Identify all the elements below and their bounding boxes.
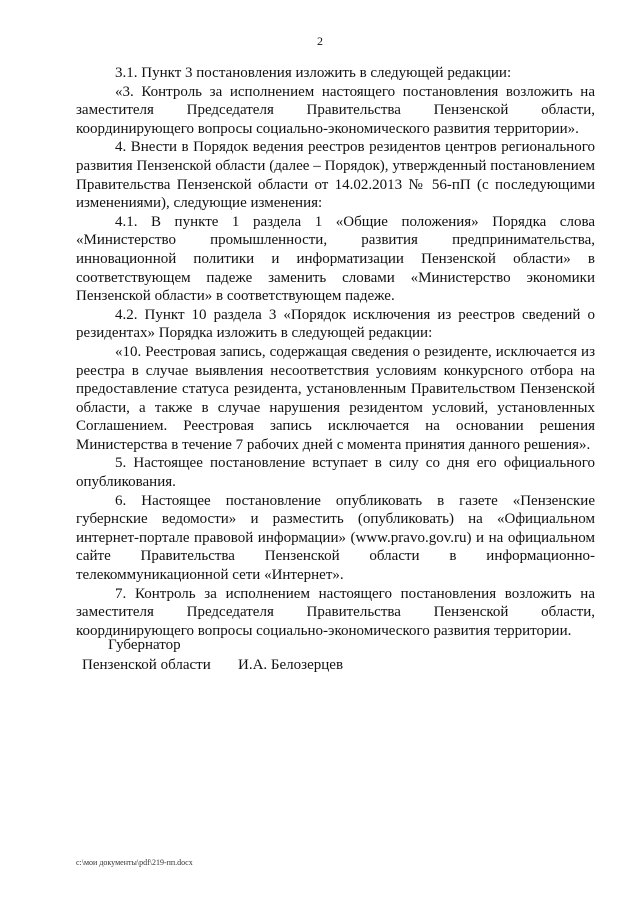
paragraph-4: 4. Внести в Порядок ведения реестров резидентов центров регионального развития Пензенской области (далее – Порядок), утвержденный постановлением Правительства Пензенской области от 14.02.2013 № 56-пП (с последующими изменениями), следующие изменения: bbox=[76, 139, 595, 212]
paragraph-5: 5. Настоящее постановление вступает в силу со дня его официального опубликования. bbox=[76, 455, 595, 491]
page-number: 2 bbox=[317, 34, 323, 48]
signatory-region: Пензенской области bbox=[82, 657, 211, 673]
paragraph-4-2-text: «10. Реестровая запись, содержащая сведения о резиденте, исключается из реестра в случае выявления несоответствия условиям конкурсного отбора на предоставление статуса резидента, установленным Правительством Пензенской области, а также в случае нарушения резидентом условий, установленных Соглашением. Реестровая запись исключается на основании решения Министерства в течение 7 рабочих дней с момента принятия данного решения». bbox=[76, 343, 595, 453]
document-body bbox=[76, 64, 595, 640]
paragraph-7: 7. Контроль за исполнением настоящего постановления возложить на заместителя Председателя Правительства Пензенской области, координирующего вопросы социально-экономического развития территории. bbox=[76, 585, 595, 639]
signatory-title: Губернатор bbox=[108, 637, 181, 653]
file-path-footer: c:\мои документы\pdf\219-пп.docx bbox=[76, 858, 193, 867]
paragraph-4-1: 4.1. В пункте 1 раздела 1 «Общие положения» Порядка слова «Министерство промышленности, развития предпринимательства, инновационной политики и информатизации Пензенской области» в соответствующем падеже заменить словами «Министерство экономики Пензенской области» в соответствующем падеже. bbox=[76, 213, 595, 305]
signatory-name: И.А. Белозерцев bbox=[238, 657, 344, 673]
paragraph-4-2: 4.2. Пункт 10 раздела 3 «Порядок исключения из реестров сведений о резидентах» Порядка изложить в следующей редакции: bbox=[76, 306, 595, 342]
paragraph-3-1-text: «3. Контроль за исполнением настоящего постановления возложить на заместителя Председателя Правительства Пензенской области, координирующего вопросы социально-экономического развития территории». bbox=[76, 83, 595, 137]
paragraph-6: 6. Настоящее постановление опубликовать в газете «Пензенские губернские ведомости» и разместить (опубликовать) на «Официальном интернет-портале правовой информации» (www.pravo.gov.ru) и на официальном сайте Правительства Пензенской области в информационно-телекоммуникационной сети «Интернет». bbox=[76, 492, 595, 584]
paragraph-3-1: 3.1. Пункт 3 постановления изложить в следующей редакции: bbox=[115, 65, 512, 81]
